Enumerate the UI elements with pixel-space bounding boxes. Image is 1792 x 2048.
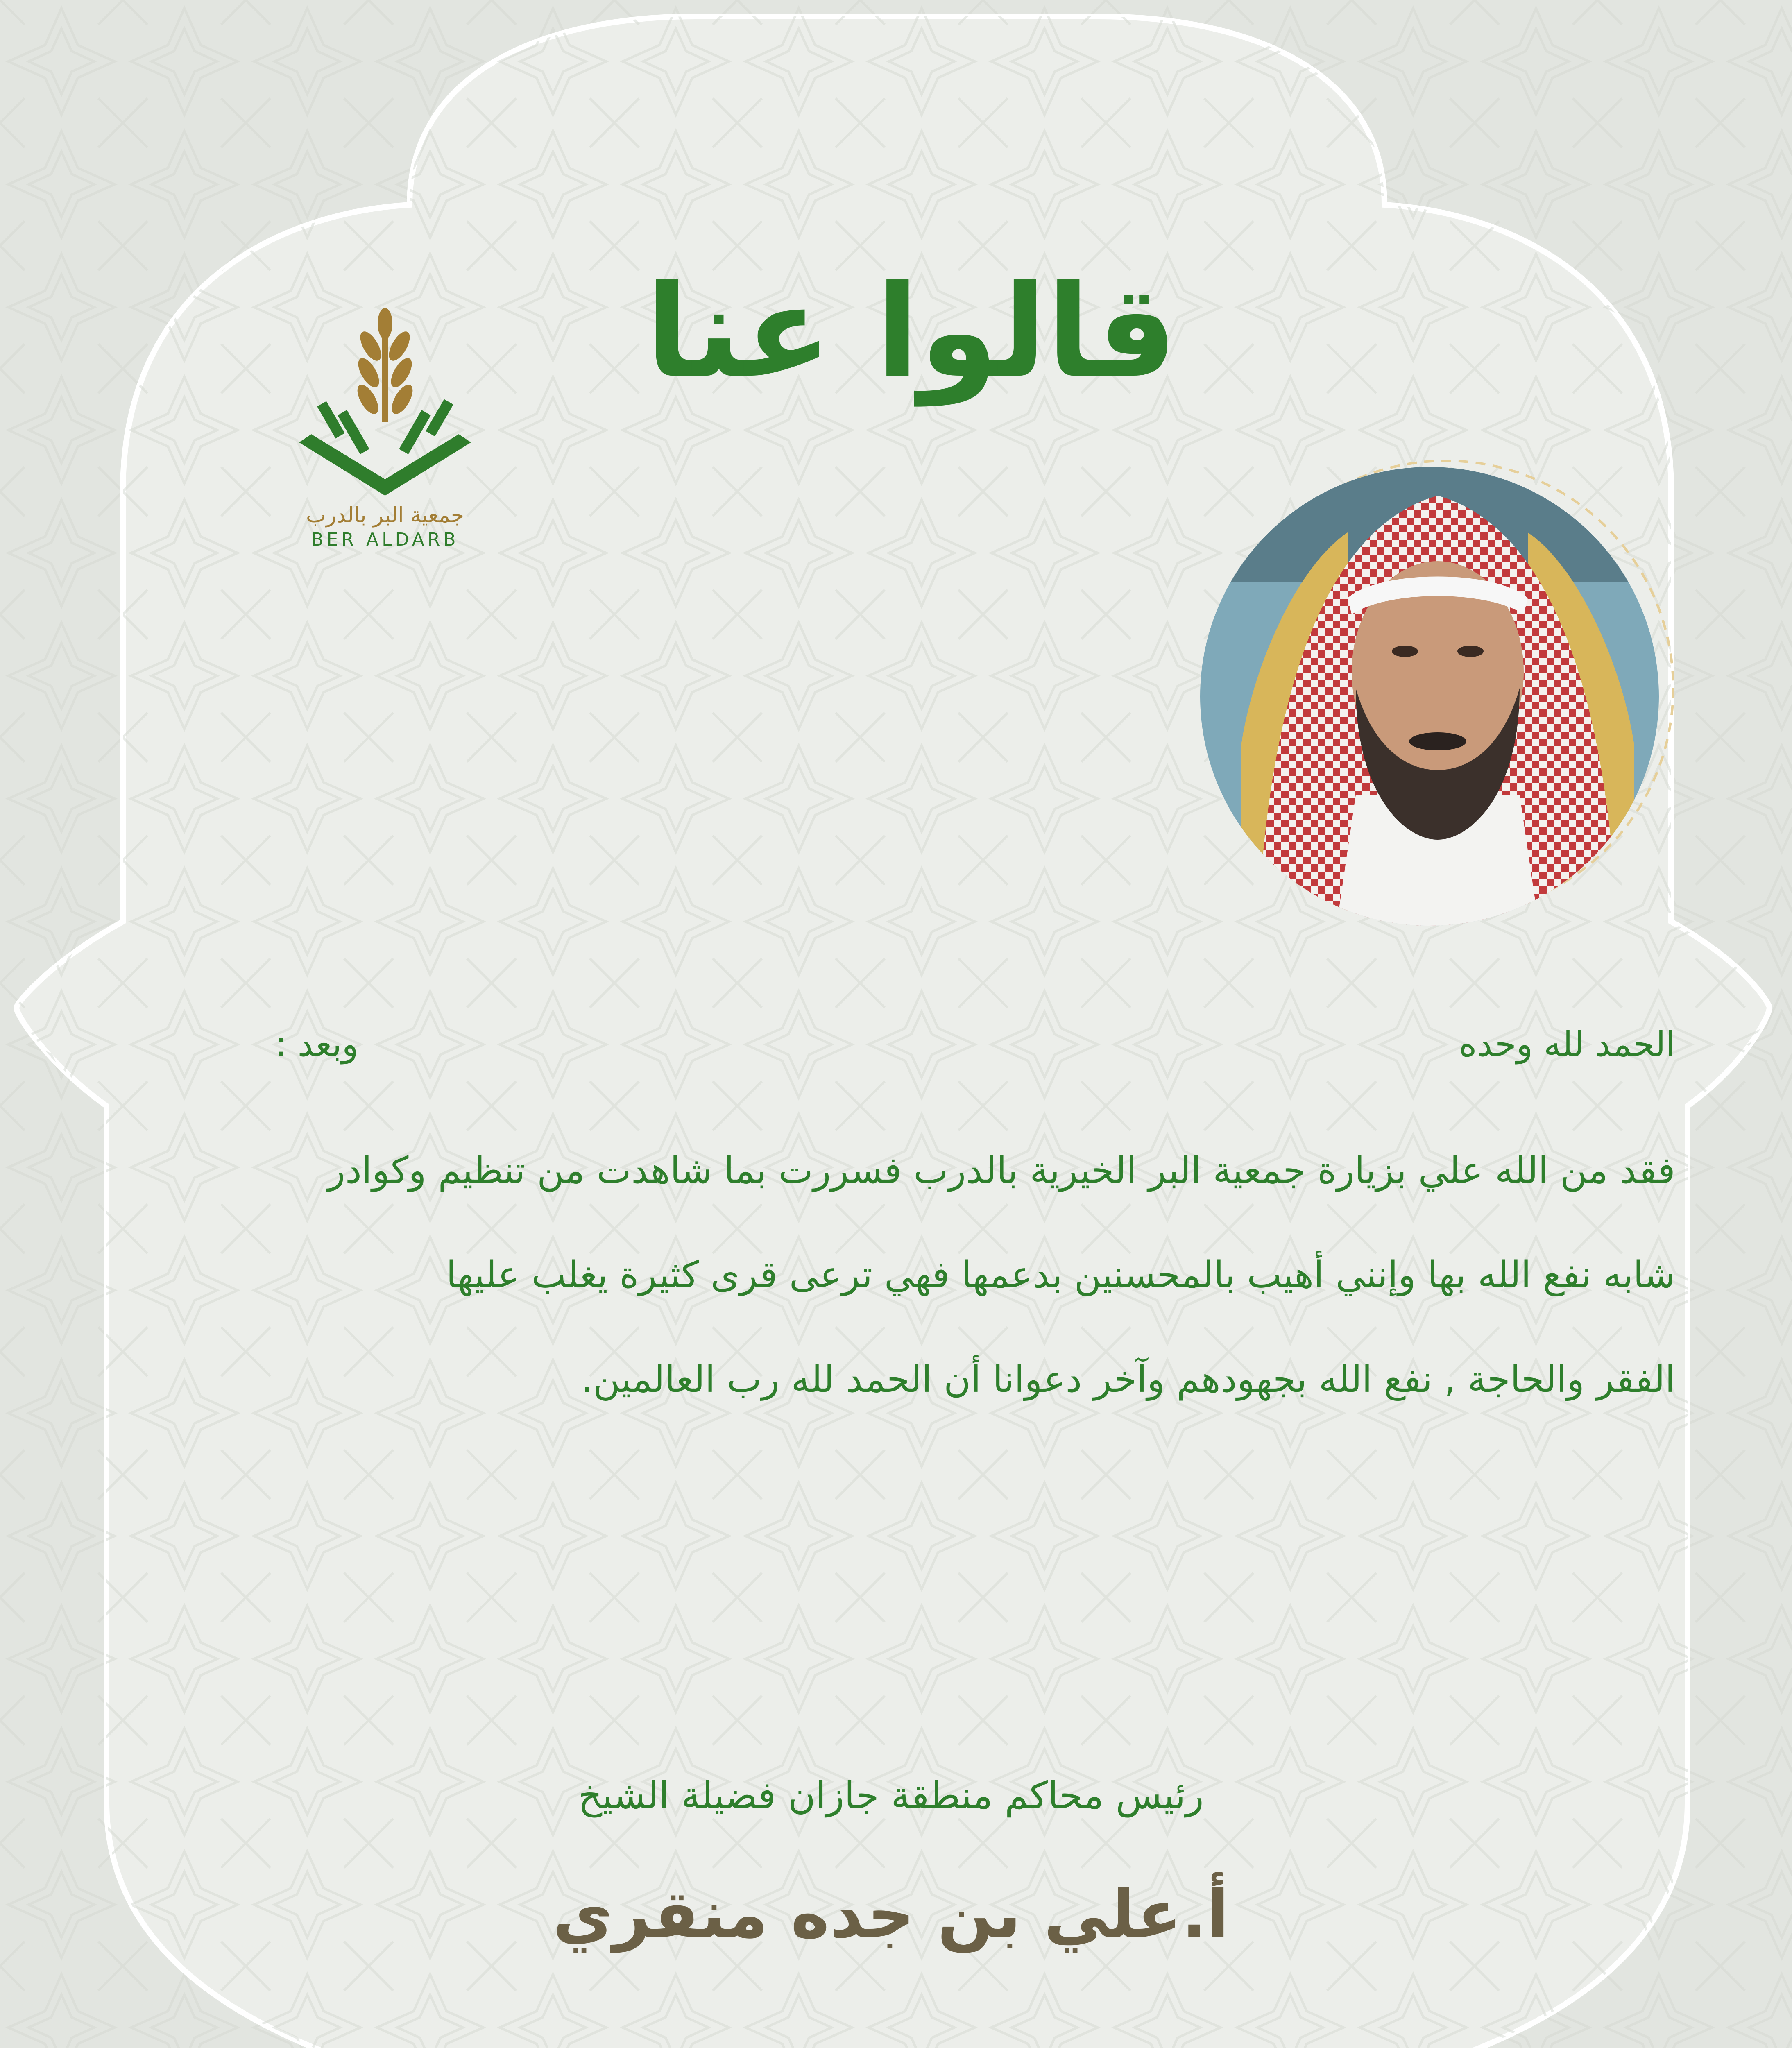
page-title: قالوا عنا	[645, 258, 1178, 406]
logo-english-name: BER ALDARB	[311, 529, 459, 550]
letter-line: الفقر والحاجة , نفع الله بجهودهم وآخر دعوانا أن الحمد لله رب العالمين.	[581, 1358, 1675, 1401]
signer-position: رئيس محاكم منطقة جازان فضيلة الشيخ	[578, 1774, 1204, 1817]
greeting-row	[119, 1024, 1675, 1081]
letter-line: شابه نفع الله بها وإنني أهيب بالمحسنين بدعمها فهي ترعى قرى كثيرة يغلب عليها	[446, 1253, 1675, 1296]
wabaad-text: وبعد :	[275, 1024, 358, 1064]
letter-body	[111, 1118, 1675, 1432]
logo-arabic-name: جمعية البر بالدرب	[306, 503, 464, 528]
wheat-logo-icon	[287, 307, 483, 500]
association-logo	[283, 307, 487, 594]
greeting-text: الحمد لله وحده	[1459, 1024, 1675, 1064]
portrait-photo	[1200, 459, 1675, 934]
letter-line: فقد من الله علي بزيارة جمعية البر الخيرية بالدرب فسررت بما شاهدت من تنظيم وكوادر	[327, 1149, 1675, 1192]
portrait-photo-icon	[1200, 459, 1675, 934]
signer-name: أ.علي بن جده منقري	[553, 1876, 1229, 1953]
